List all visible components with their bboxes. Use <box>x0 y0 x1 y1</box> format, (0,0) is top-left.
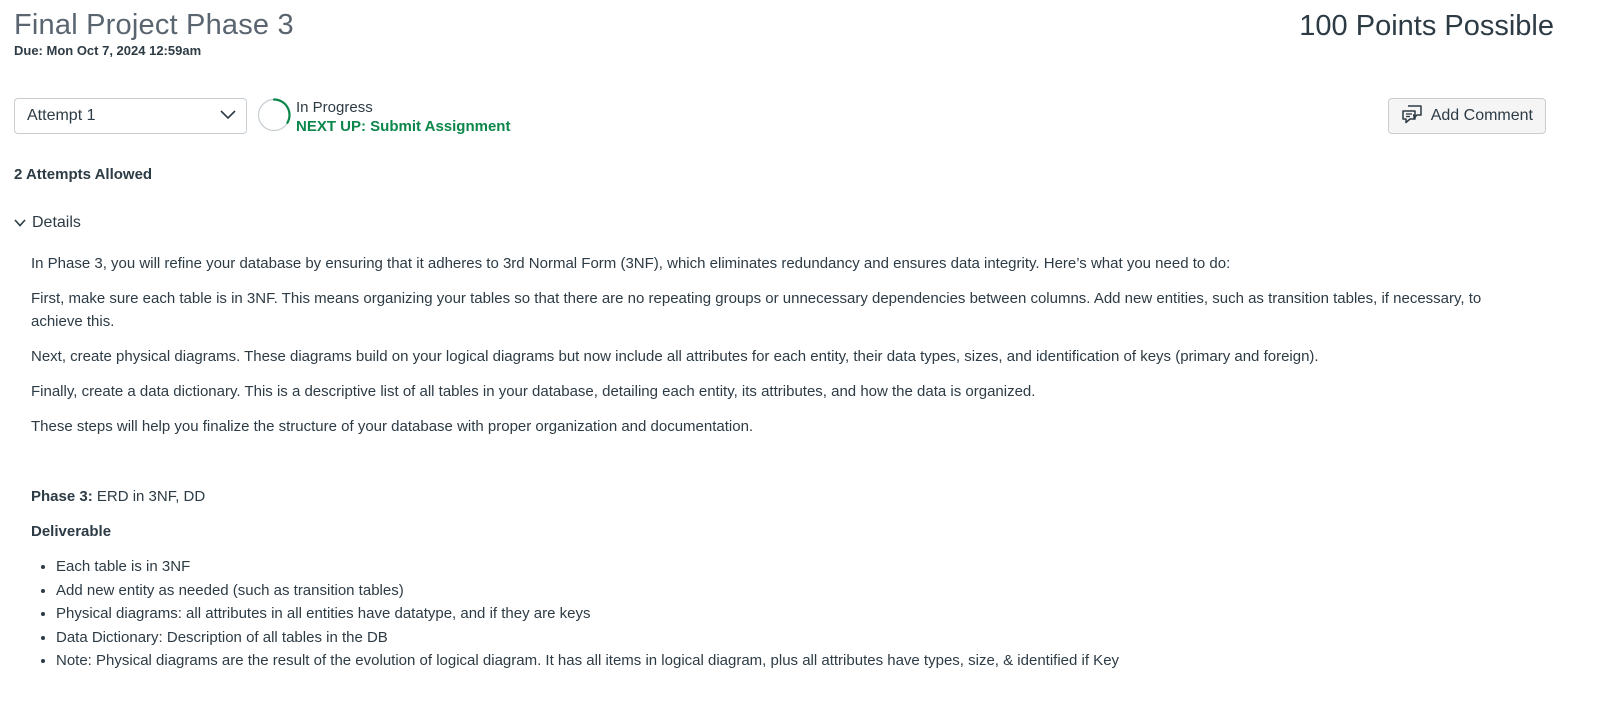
details-label: Details <box>32 214 81 231</box>
description-paragraph: These steps will help you finalize the structure of your database with proper organization and documentation. <box>31 418 754 435</box>
attempt-select-value: Attempt 1 <box>27 107 96 124</box>
phase-line <box>31 485 1531 508</box>
details-toggle[interactable] <box>14 214 81 232</box>
attempt-select[interactable] <box>14 98 247 134</box>
progress-ring-icon <box>257 98 291 132</box>
points-possible: 100 Points Possible <box>1299 10 1554 42</box>
assignment-description <box>31 252 1531 673</box>
list-item: • Note: Physical diagrams are the result of the evolution of logical diagram. It has all items in logical diagram, plus all attributes have types, size, & identified if Key <box>56 649 1531 673</box>
due-date: Due: Mon Oct 7, 2024 12:59am <box>14 43 202 58</box>
progress-indicator <box>257 98 510 136</box>
page-title: Final Project Phase 3 <box>14 9 294 41</box>
deliverable-heading: Deliverable <box>31 523 112 540</box>
progress-status: In Progress <box>296 99 373 116</box>
list-item: • Each table is in 3NF <box>56 555 1531 579</box>
add-comment-button[interactable] <box>1388 98 1546 134</box>
deliverable-list <box>31 555 1531 673</box>
list-item: • Physical diagrams: all attributes in all entities have datatype, and if they are keys <box>56 602 1531 626</box>
description-paragraph: Finally, create a data dictionary. This is a descriptive list of all tables in your database, detailing each entity, its attributes, and how the data is organized. <box>31 383 1036 400</box>
comment-icon <box>1401 104 1431 129</box>
description-paragraph: In Phase 3, you will refine your database by ensuring that it adheres to 3rd Normal Form (3NF), which eliminates redundancy and ensures data integrity. Here’s what you need to do: <box>31 255 1231 272</box>
description-paragraph: Next, create physical diagrams. These diagrams build on your logical diagrams but now include all attributes for each entity, their data types, sizes, and identification of keys (primary and foreign). <box>31 348 1319 365</box>
description-paragraph: First, make sure each table is in 3NF. This means organizing your tables so that there are no repeating groups or unnecessary dependencies between columns. Add new entities, such as transition tables, if necessary, to achieve this. <box>31 290 1482 330</box>
add-comment-label: Add Comment <box>1430 107 1533 124</box>
attempts-allowed: 2 Attempts Allowed <box>14 166 153 183</box>
list-item: • Add new entity as needed (such as transition tables) <box>56 579 1531 603</box>
chevron-down-icon <box>220 107 236 125</box>
phase-value: ERD in 3NF, DD <box>92 488 206 505</box>
list-item: • Data Dictionary: Description of all tables in the DB <box>56 626 1531 650</box>
chevron-down-icon <box>14 214 32 232</box>
phase-label: Phase 3: <box>31 488 93 505</box>
next-up-link[interactable]: NEXT UP: Submit Assignment <box>296 118 511 135</box>
